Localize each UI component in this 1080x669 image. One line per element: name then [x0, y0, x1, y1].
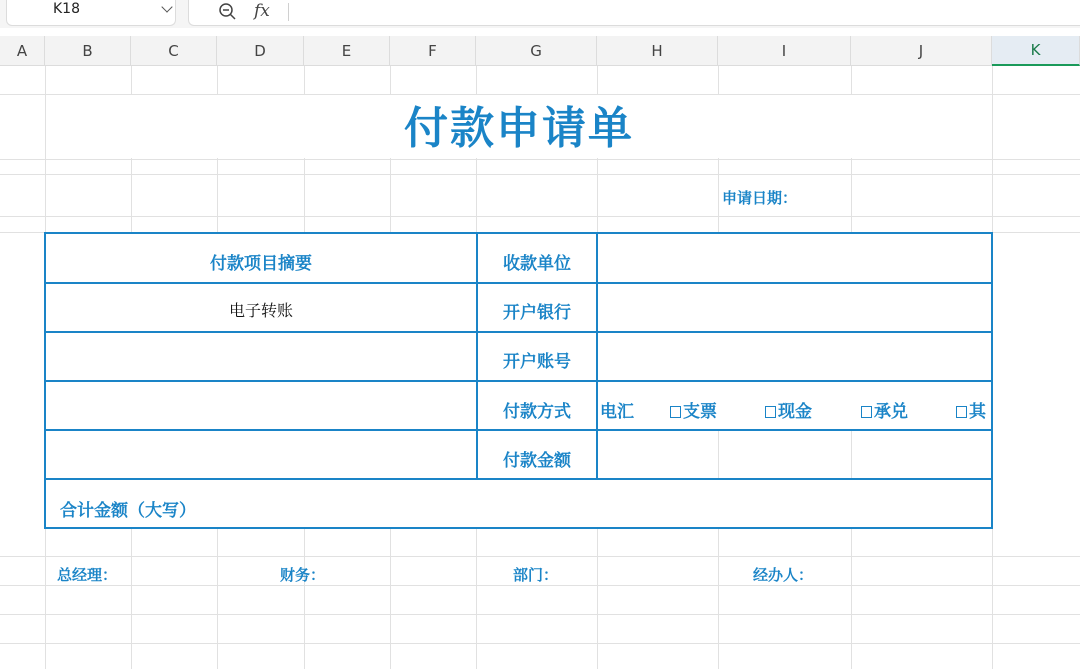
column-header-h[interactable]: H	[597, 36, 718, 66]
column-header-a[interactable]: A	[0, 36, 45, 66]
bank-label: 开户银行	[503, 303, 571, 323]
column-header-g[interactable]: G	[476, 36, 597, 66]
checkbox-icon[interactable]	[765, 406, 776, 418]
column-header-e[interactable]: E	[304, 36, 390, 66]
payee-label: 收款单位	[503, 254, 571, 274]
column-header-i[interactable]: I	[718, 36, 851, 66]
summary-item[interactable]: 电子转账	[228, 301, 293, 320]
column-header-k[interactable]: K	[992, 36, 1080, 66]
formula-divider	[288, 3, 289, 21]
method-acceptance[interactable]: 承兑	[861, 397, 908, 422]
formula-input[interactable]	[188, 0, 1080, 26]
column-header-c[interactable]: C	[131, 36, 217, 66]
column-header-b[interactable]: B	[45, 36, 131, 66]
total-label: 合计金额（大写）	[60, 501, 196, 521]
checkbox-icon[interactable]	[956, 406, 967, 418]
checkbox-icon[interactable]	[670, 406, 681, 418]
method-other[interactable]: 其	[956, 397, 991, 422]
function-icon[interactable]: fx	[254, 1, 270, 21]
method-label: 付款方式	[503, 402, 571, 422]
column-header-f[interactable]: F	[390, 36, 476, 66]
method-wire[interactable]: 电汇	[600, 402, 634, 422]
name-box[interactable]	[6, 0, 176, 26]
form-title: 付款申请单	[404, 103, 634, 154]
manager-label: 总经理：	[57, 566, 118, 584]
handler-label: 经办人：	[753, 566, 814, 584]
column-header-d[interactable]: D	[217, 36, 304, 66]
amount-label: 付款金额	[503, 451, 571, 471]
cell-reference[interactable]: K18	[53, 1, 80, 17]
column-header-j[interactable]: J	[851, 36, 992, 66]
formula-bar	[0, 0, 1080, 28]
method-check[interactable]: 支票	[670, 397, 717, 422]
date-label: 申请日期：	[722, 189, 798, 207]
zoom-out-icon[interactable]	[218, 2, 238, 26]
dept-label: 部门：	[513, 566, 559, 584]
chevron-down-icon[interactable]	[161, 1, 172, 12]
checkbox-icon[interactable]	[861, 406, 872, 418]
account-label: 开户账号	[503, 352, 571, 372]
summary-header: 付款项目摘要	[210, 254, 312, 274]
method-cash[interactable]: 现金	[765, 397, 812, 422]
finance-label: 财务：	[280, 566, 326, 584]
